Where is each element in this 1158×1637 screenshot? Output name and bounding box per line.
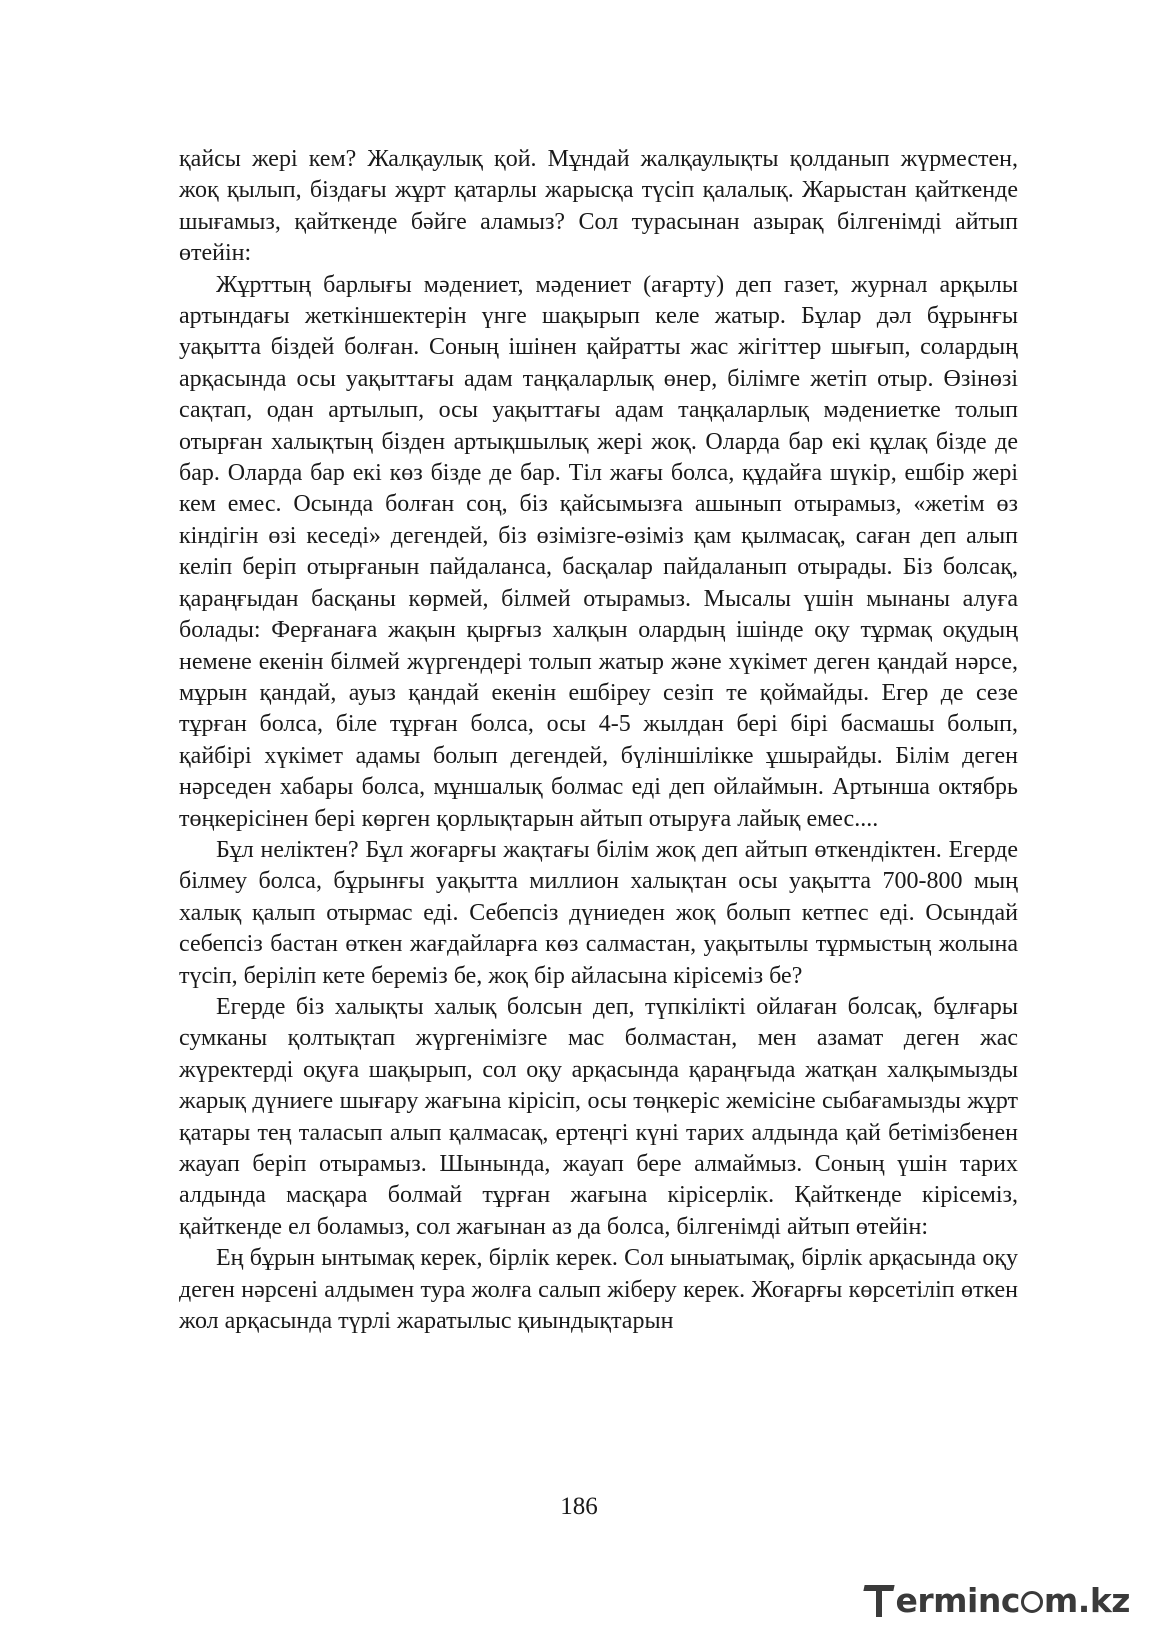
watermark-text-part1: erminc: [895, 1580, 1020, 1620]
paragraph-1: қайсы жері кем? Жалқаулық қой. Мұндай жалқаулықты қолданып жүрместен, жоқ қылып, біздағы жұрт қатарлы жарысқа түсіп қалалық. Жарыстан қайткенде шығамыз, қайткенде бәйге аламыз? Сол турасынан азырақ білгенімді айтып өтейін:: [179, 146, 1018, 267]
paragraph-2: Жұрттың барлығы мәдениет, мәдениет (ағарту) деп газет, журнал арқылы артындағы жеткіншектерін үнге шақырып келе жатыр. Бұлар дәл бұрынғы уақытта біздей болған. Соның ішінен қайратты жас жігіттер шығып, солардың арқасында осы уақыттағы адам таңқаларлық өнер, білімге жетіп отыр. Өзінөзі сақтап, одан артылып, осы уақыттағы адам таңқаларлық мәдениетке толып отырған халықтың бізден артықшылық жері жоқ. Оларда бар екі құлақ бізде де бар. Оларда бар екі көз бізде де бар. Тіл жағы болса, құдайға шүкір, ешбір жері кем емес. Осында болған соң, біз қайсымызға ашынып отырамыз, «жетім өз кіндігін өзі кеседі» дегендей, біз өзімізге-өзіміз қам қылмасақ, саған деп алып келіп беріп отырғанын пайдаланса, басқалар пайдаланып отырады. Біз болсақ, қараңғыдан басқаны көрмей, білмей отырамыз. Мысалы үшін мынаны алуға болады: Ферғанаға жақын қырғыз халқын олардың ішінде оқу тұрмақ оқудың немене екенін білмей жүргендері толып жатыр және хүкімет деген қандай нәрсе, мұрын қандай, ауыз қандай екенін ешбіреу сезіп те қоймайды. Егер де сезе тұрған болса, біле тұрған болса, осы 4-5 жылдан бері бірі басмашы болып, қайбірі хүкімет адамы болып дегендей, бүліншілікке ұшырайды. Білім деген нәрседен хабары болса, мұншалық болмас еді деп ойлаймын. Артынша октябрь төңкерісінен бері көрген қорлықтарын айтып отыруға лайық емес....: [179, 271, 1018, 832]
termincom-watermark: [864, 1578, 1131, 1622]
termincom-logo-icon: [864, 1581, 894, 1619]
paragraph-5: Ең бұрын ынтымақ керек, бірлік керек. Сол ыныатымақ, бірлік арқасында оқу деген нәрсені алдымен тура жолға салып жіберу керек. Жоғарғы көрсетіліп өткен жол арқасында түрлі жаратылыс қиындықтарын: [179, 1245, 1018, 1335]
magnifier-icon: [1021, 1591, 1043, 1613]
paragraph-3: Бұл неліктен? Бұл жоғарғы жақтағы білім жоқ деп айтып өткендіктен. Егерде білмеу болса, бұрынғы уақытта миллион халықтан осы уақытта 700-800 мың халық қалып отырмас еді. Себепсіз дүниеден жоқ болып кетпес еді. Осындай себепсіз бастан өткен жағдайларға көз салмастан, уақытылы тұрмыстың жолына түсіп, беріліп кете береміз бе, жоқ бір айласына кірісеміз бе?: [179, 836, 1018, 989]
paragraph-4: Егерде біз халықты халық болсын деп, түпкілікті ойлаған болсақ, бұлғары сумканы қолтықтап жүргенімізге мас болмастан, мен азамат деген жас жүректерді оқуға шақырып, сол оқу арқасында қараңғыда жатқан халқымызды жарық дүниеге шығару жағына кірісіп, осы төңкеріс жемісіне сыбағамызды жұрт қатары тең таласып алып қалмасақ, ертеңгі күні тарих алдында қай бетімізбенен жауап беріп отырамыз. Шынында, жауап бере алмаймыз. Соның үшін тарих алдында масқара болмай тұрған жағына кірісерлік. Қайткенде кірісеміз, қайткенде ел боламыз, сол жағынан аз да болса, білгенімді айтып өтейін:: [179, 993, 1018, 1240]
watermark-text-part2: m.kz: [1043, 1580, 1130, 1620]
page-body-text: [179, 144, 1018, 1337]
page-number: 186: [560, 1493, 598, 1520]
